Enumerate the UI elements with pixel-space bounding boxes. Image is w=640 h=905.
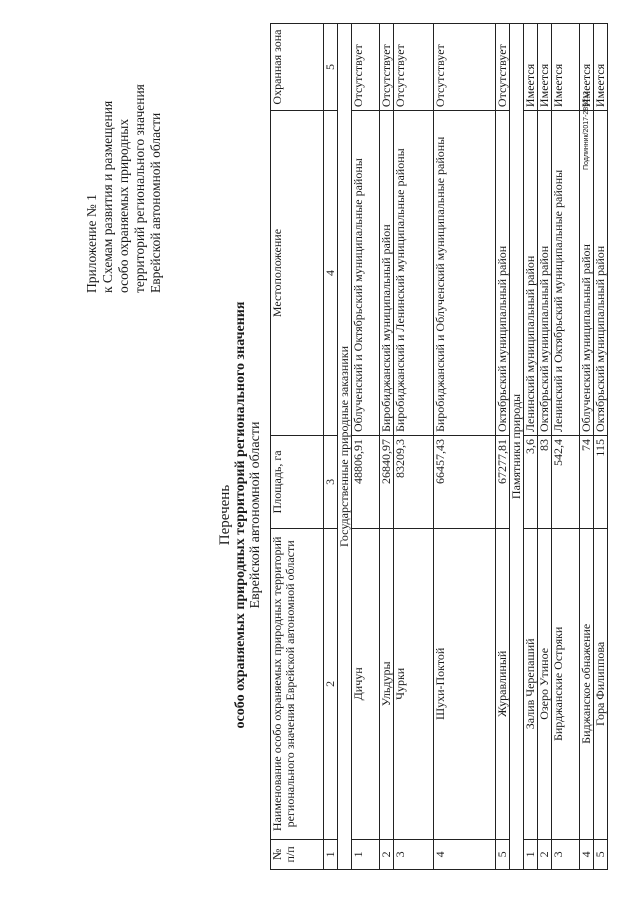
table-row [594,24,608,870]
heading-title: Перечень [217,484,233,546]
appendix-line-4: территорий регионального значения [132,84,147,293]
column-number: 3 [324,436,338,529]
column-number: 1 [324,839,338,869]
row-zone: Имеется [538,24,552,111]
header-name: Наименование особо охраняемых природных территорий регионального значения Еврейской автономной области [271,528,324,839]
row-num: 4 [434,839,496,869]
heading-region: Еврейской автономной области [248,421,263,609]
row-location: Облученский муниципальный район [580,111,594,436]
table-row [352,24,380,870]
row-location: Ленинский муниципальный район [524,111,538,436]
row-num: 1 [352,839,380,869]
row-num: 3 [552,839,580,869]
table-row [434,24,496,870]
row-zone: Отсутствует [394,24,434,111]
row-name: Бирджанские Остряки [552,528,580,839]
table-row [394,24,434,870]
row-name: Дичун [352,528,380,839]
row-area: 83 [538,436,552,529]
column-number: 2 [324,528,338,839]
table-header-row [271,24,324,870]
row-name: Чурки [394,528,434,839]
section-title: Государственные природные заказники [338,24,352,870]
row-name: Журавлиный [496,528,510,839]
row-zone: Имеется [580,24,594,111]
heading-subtitle: особо охраняемых природных территорий регионального значения [233,301,248,729]
row-area: 66457,43 [434,436,496,529]
row-num: 4 [580,839,594,869]
row-area: 74 [580,436,594,529]
row-area: 83209,3 [394,436,434,529]
header-area: Площадь, га [271,436,324,529]
row-num: 1 [524,839,538,869]
document-heading [218,285,263,745]
row-num: 5 [496,839,510,869]
row-num: 2 [538,839,552,869]
appendix-line-1: Приложение № 1 [84,194,99,293]
row-zone: Отсутствует [380,24,394,111]
header-num: № п/п [271,839,324,869]
row-area: 48806,91 [352,436,380,529]
row-zone: Имеется [594,24,608,111]
column-numbers-row [324,24,338,870]
row-location: Октябрьский муниципальный район [594,111,608,436]
row-area: 67277,81 [496,436,510,529]
row-area: 542,4 [552,436,580,529]
row-area: 3,6 [524,436,538,529]
row-zone: Имеется [552,24,580,111]
row-location: Облученский и Октябрьский муниципальные районы [352,111,380,436]
row-location: Биробиджанский и Облученский муниципальные районы [434,111,496,436]
appendix-line-5: Еврейской автономной области [148,112,163,293]
row-location: Ленинский и Октябрьский муниципальные районы [552,111,580,436]
row-name: Залив Черепаший [524,528,538,839]
row-zone: Имеется [524,24,538,111]
row-name: Гора Филиппова [594,528,608,839]
table-row [524,24,538,870]
row-location: Октябрьский муниципальный район [538,111,552,436]
appendix-line-3: особо охраняемых природных [116,118,131,293]
appendix-note [84,48,164,293]
row-name: Биджанское обнажение [580,528,594,839]
section-row-reserves [338,24,352,870]
table-row [496,24,510,870]
section-row-monuments [510,24,524,870]
row-num: 2 [380,839,394,869]
protected-areas-table [270,23,608,870]
row-location: Октябрьский муниципальный район [496,111,510,436]
row-area: 115 [594,436,608,529]
column-number: 5 [324,24,338,111]
row-location: Биробиджанский и Ленинский муниципальные районы [394,111,434,436]
row-zone: Отсутствует [434,24,496,111]
row-num: 5 [594,839,608,869]
row-num: 3 [394,839,434,869]
row-name: Шухи-Поктой [434,528,496,839]
header-zone: Охранная зона [271,24,324,111]
row-zone: Отсутствует [352,24,380,111]
section-title: Памятники природы [510,24,524,870]
table-row [538,24,552,870]
row-name: Ульдуры [380,528,394,839]
table-row [552,24,580,870]
column-number: 4 [324,111,338,436]
table-row [380,24,394,870]
row-area: 26840,97 [380,436,394,529]
appendix-line-2: к Схемам развития и размещения [100,100,115,293]
row-location: Биробиджанский муниципальный район [380,111,394,436]
header-location: Местоположение [271,111,324,436]
row-name: Озеро Утиное [538,528,552,839]
row-zone: Отсутствует [496,24,510,111]
document-stamp: Подлинник/2017-289212 [583,91,590,170]
